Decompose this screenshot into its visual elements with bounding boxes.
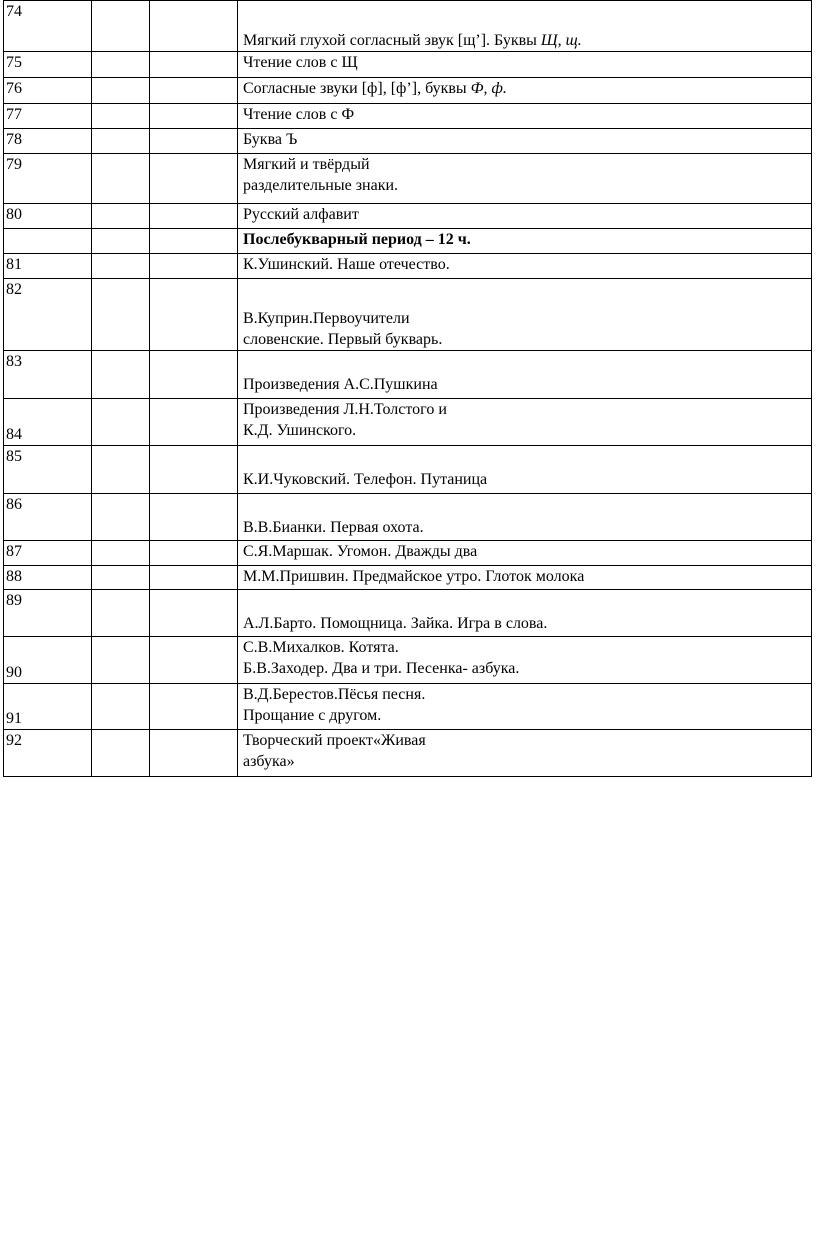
table-row	[4, 446, 812, 494]
lesson-topic	[238, 684, 812, 730]
topic-line: Прощание с другом.	[243, 707, 382, 724]
empty-cell	[150, 254, 238, 279]
lesson-number: 81	[4, 254, 92, 279]
lesson-topic: К.И.Чуковский. Телефон. Путаница	[238, 446, 812, 494]
topic-line: К.Д. Ушинского.	[243, 422, 357, 439]
empty-cell	[150, 494, 238, 541]
table-row	[4, 104, 812, 129]
lesson-topic: С.Я.Маршак. Угомон. Дважды два	[238, 541, 812, 566]
empty-cell	[92, 590, 150, 637]
empty-cell	[92, 1, 150, 52]
table-row	[4, 590, 812, 637]
lesson-number	[4, 229, 92, 254]
lesson-topic	[238, 78, 812, 104]
lesson-topic: Русский алфавит	[238, 204, 812, 229]
lesson-topic: А.Л.Барто. Помощница. Зайка. Игра в слова.	[238, 590, 812, 637]
empty-cell	[92, 78, 150, 104]
lesson-plan-table	[3, 0, 812, 777]
topic-line: Мягкий и твёрдый	[243, 156, 370, 173]
empty-cell	[92, 446, 150, 494]
table-row	[4, 154, 812, 204]
table-row	[4, 204, 812, 229]
lesson-number: 77	[4, 104, 92, 129]
empty-cell	[150, 590, 238, 637]
empty-cell	[150, 684, 238, 730]
table-row	[4, 566, 812, 590]
empty-cell	[150, 279, 238, 351]
empty-cell	[92, 154, 150, 204]
empty-cell	[92, 730, 150, 777]
table-row	[4, 129, 812, 154]
table-row	[4, 351, 812, 399]
table-row	[4, 730, 812, 777]
topic-line: словенские. Первый букварь.	[243, 331, 443, 348]
lesson-topic	[238, 279, 812, 351]
table-row	[4, 637, 812, 684]
topic-text: Мягкий глухой согласный звук [щ’]. Буквы	[243, 32, 541, 49]
table-row	[4, 1, 812, 52]
empty-cell	[150, 566, 238, 590]
topic-line: разделительные знаки.	[243, 177, 399, 194]
lesson-topic	[238, 399, 812, 446]
empty-cell	[92, 52, 150, 78]
topic-letters: Ф, ф.	[470, 80, 507, 97]
topic-text: Согласные звуки [ф], [ф’], буквы	[243, 80, 471, 97]
lesson-number: 88	[4, 566, 92, 590]
lesson-number: 89	[4, 590, 92, 637]
table-row	[4, 494, 812, 541]
lesson-number: 74	[4, 1, 92, 52]
table-row	[4, 684, 812, 730]
empty-cell	[92, 129, 150, 154]
lesson-topic	[238, 1, 812, 52]
lesson-topic: Чтение слов с Ф	[238, 104, 812, 129]
lesson-number: 87	[4, 541, 92, 566]
table-row	[4, 541, 812, 566]
lesson-topic: Буква Ъ	[238, 129, 812, 154]
lesson-topic	[238, 730, 812, 777]
section-row	[4, 229, 812, 254]
lesson-topic: К.Ушинский. Наше отечество.	[238, 254, 812, 279]
topic-line: В.Куприн.Первоучители	[243, 310, 410, 327]
lesson-number: 82	[4, 279, 92, 351]
empty-cell	[150, 730, 238, 777]
empty-cell	[92, 684, 150, 730]
table-row	[4, 399, 812, 446]
lesson-number: 78	[4, 129, 92, 154]
lesson-number: 90	[4, 637, 92, 684]
empty-cell	[150, 351, 238, 399]
lesson-topic	[238, 637, 812, 684]
empty-cell	[150, 104, 238, 129]
empty-cell	[150, 541, 238, 566]
empty-cell	[92, 541, 150, 566]
empty-cell	[150, 129, 238, 154]
empty-cell	[92, 351, 150, 399]
lesson-number: 84	[4, 399, 92, 446]
empty-cell	[150, 637, 238, 684]
empty-cell	[92, 204, 150, 229]
empty-cell	[92, 399, 150, 446]
lesson-number: 85	[4, 446, 92, 494]
empty-cell	[150, 1, 238, 52]
empty-cell	[150, 52, 238, 78]
topic-line: С.В.Михалков. Котята.	[243, 639, 399, 656]
empty-cell	[150, 399, 238, 446]
lesson-number: 80	[4, 204, 92, 229]
lesson-number: 76	[4, 78, 92, 104]
empty-cell	[150, 154, 238, 204]
lesson-topic: М.М.Пришвин. Предмайское утро. Глоток молока	[238, 566, 812, 590]
lesson-topic: Произведения А.С.Пушкина	[238, 351, 812, 399]
empty-cell	[92, 104, 150, 129]
empty-cell	[150, 446, 238, 494]
empty-cell	[92, 254, 150, 279]
empty-cell	[92, 494, 150, 541]
section-heading: Послебукварный период – 12 ч.	[238, 229, 812, 254]
empty-cell	[150, 229, 238, 254]
lesson-topic	[238, 154, 812, 204]
table-row	[4, 254, 812, 279]
lesson-number: 83	[4, 351, 92, 399]
topic-line: В.Д.Берестов.Пёсья песня.	[243, 686, 426, 703]
empty-cell	[150, 204, 238, 229]
lesson-number: 79	[4, 154, 92, 204]
topic-line: азбука»	[243, 753, 295, 770]
lesson-number: 91	[4, 684, 92, 730]
topic-letters: Щ, щ.	[540, 32, 582, 49]
empty-cell	[92, 279, 150, 351]
lesson-number: 92	[4, 730, 92, 777]
topic-line: Творческий проект«Живая	[243, 732, 426, 749]
table-row	[4, 52, 812, 78]
lesson-number: 75	[4, 52, 92, 78]
empty-cell	[92, 637, 150, 684]
topic-line: Произведения Л.Н.Толстого и	[243, 401, 447, 418]
table-row	[4, 279, 812, 351]
empty-cell	[92, 229, 150, 254]
empty-cell	[92, 566, 150, 590]
lesson-number: 86	[4, 494, 92, 541]
lesson-topic: В.В.Бианки. Первая охота.	[238, 494, 812, 541]
empty-cell	[150, 78, 238, 104]
table-row	[4, 78, 812, 104]
topic-line: Б.В.Заходер. Два и три. Песенка- азбука.	[243, 660, 520, 677]
lesson-topic: Чтение слов с Щ	[238, 52, 812, 78]
